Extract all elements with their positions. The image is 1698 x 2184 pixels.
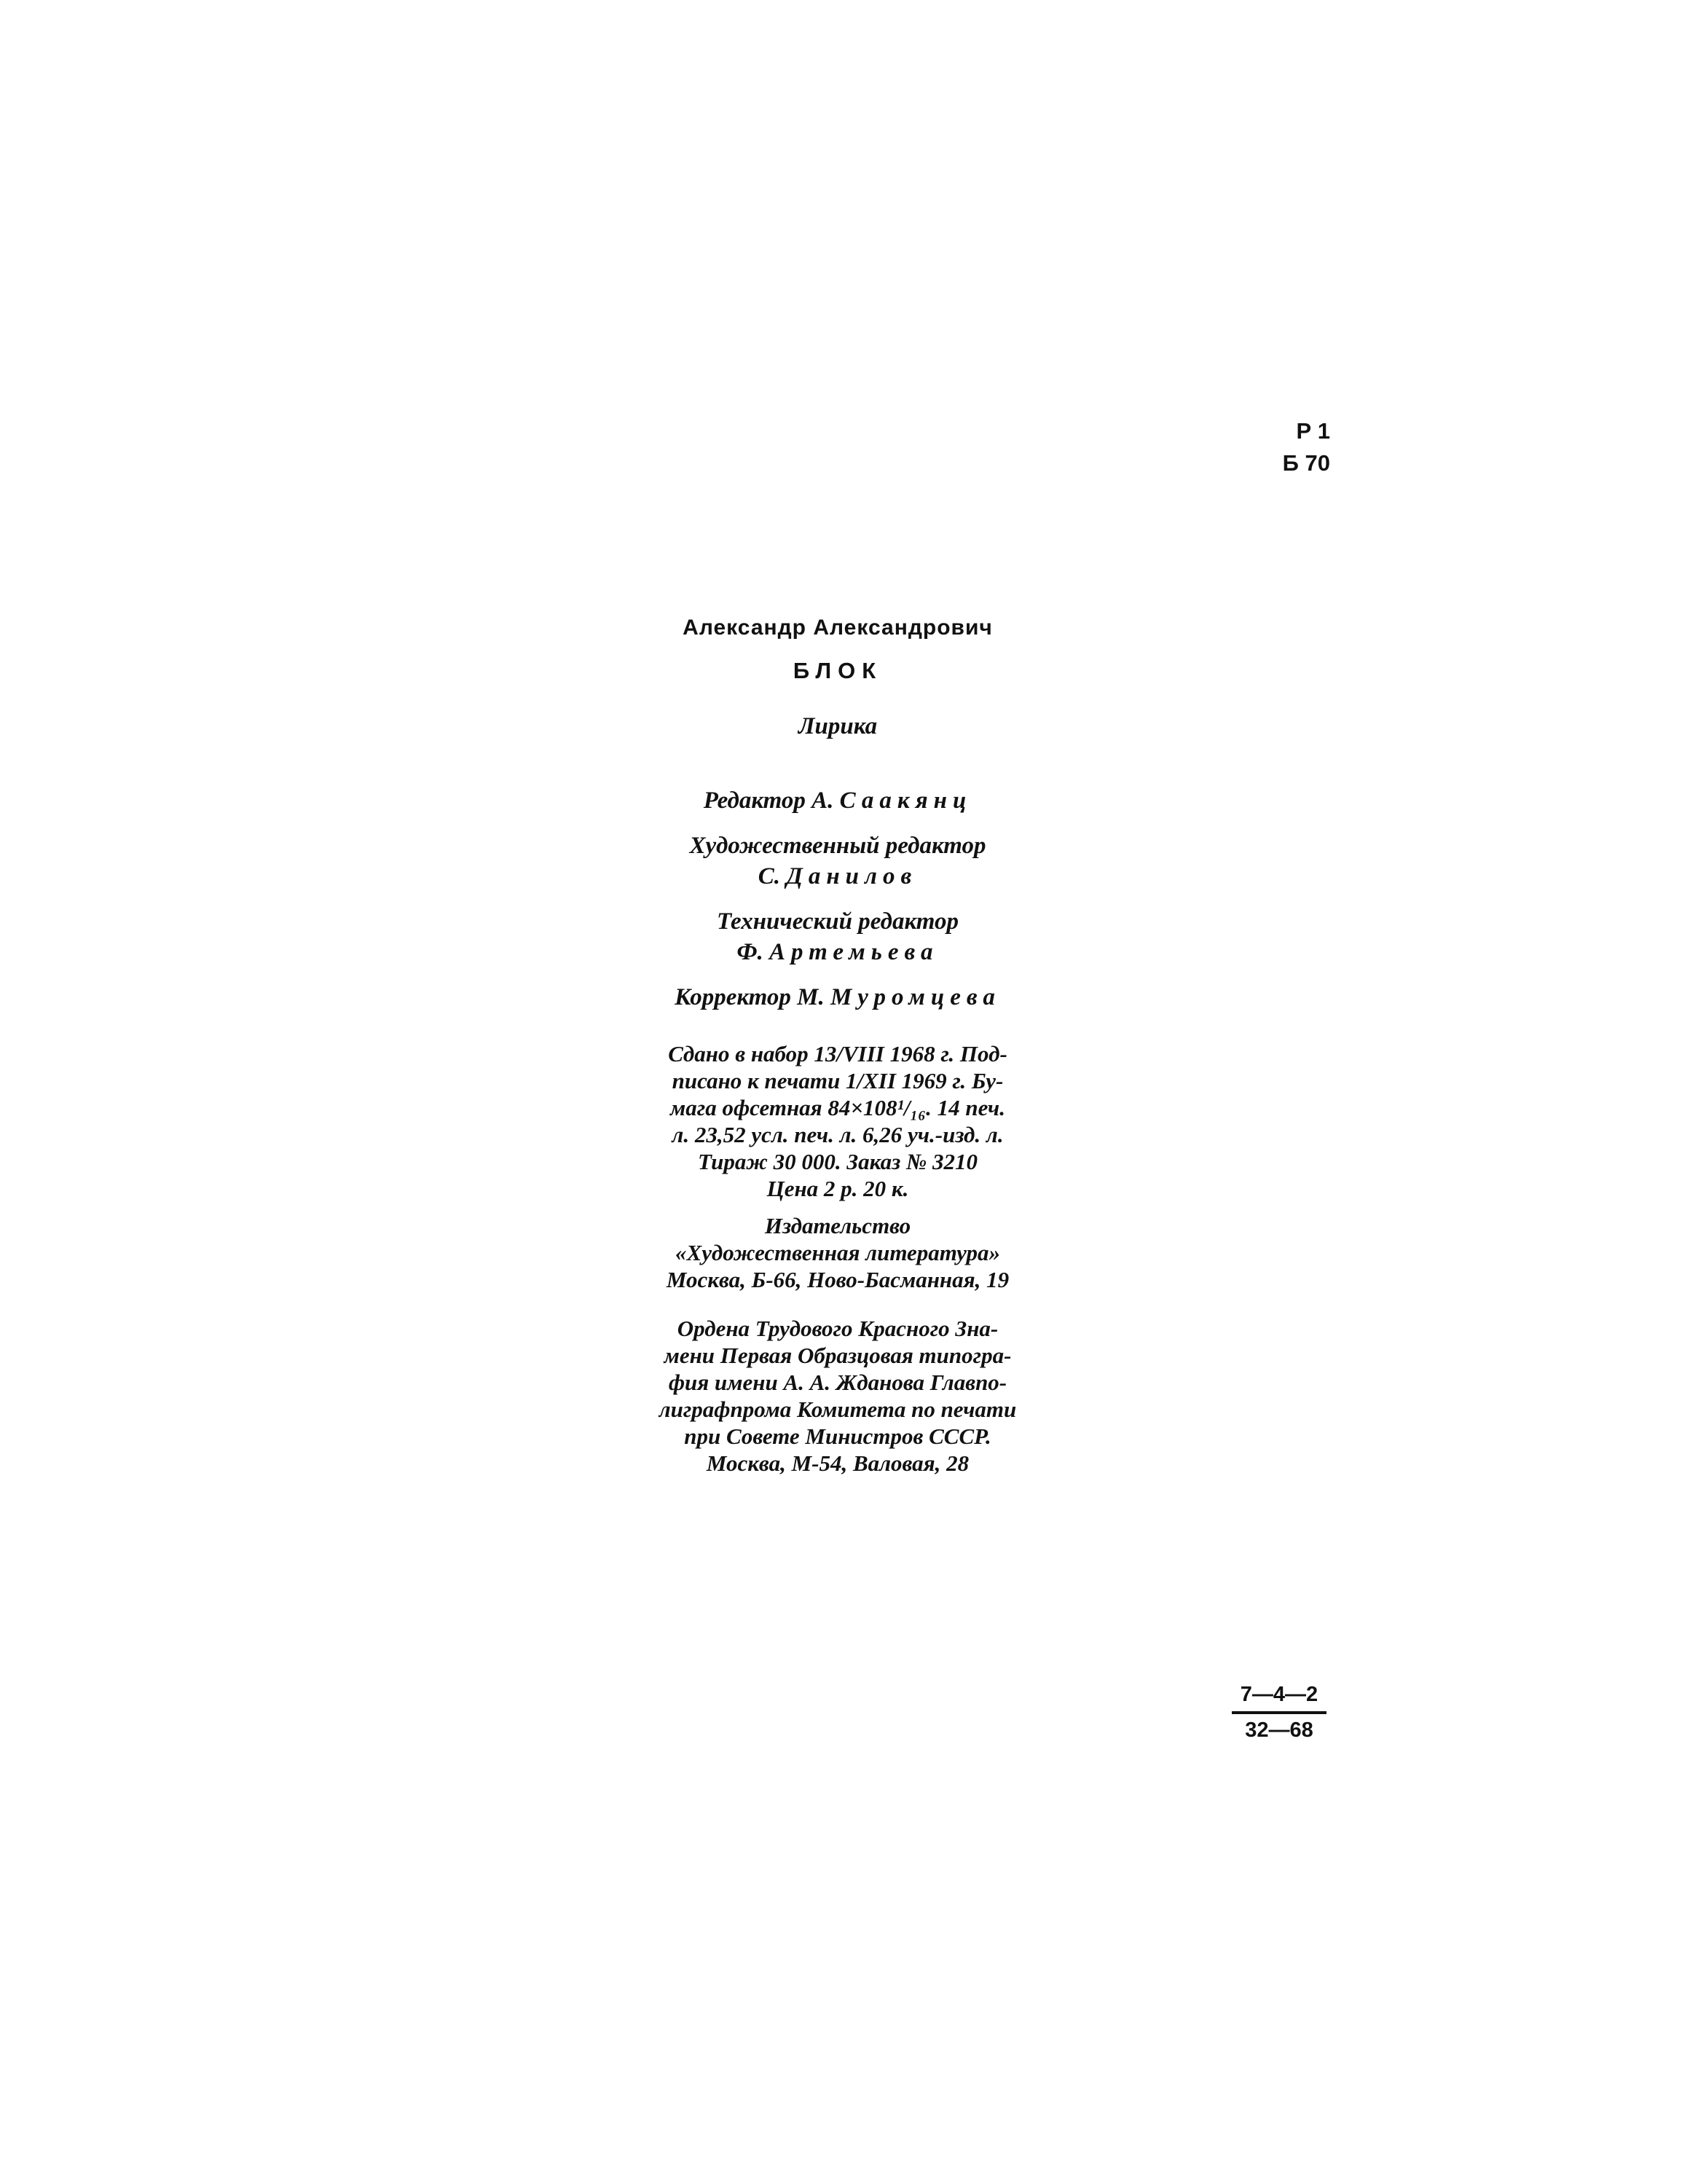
index-numerator: 7—4—2	[1240, 1683, 1318, 1706]
print-details	[612, 1040, 1064, 1202]
editor-name: Саакянц	[839, 787, 972, 814]
printer-line: при Совете Министров СССР.	[684, 1423, 991, 1449]
tech-editor-credit	[612, 906, 1064, 967]
printer-line: Москва, М-54, Валовая, 28	[706, 1450, 970, 1476]
fraction-bar	[1232, 1711, 1326, 1714]
tech-editor-name: Артемьева	[769, 939, 939, 965]
publisher-line: Москва, Б-66, Ново-Басманная, 19	[666, 1267, 1010, 1292]
classification-codes	[1283, 415, 1330, 479]
printer-line: мени Первая Образцовая типогра-	[664, 1343, 1012, 1368]
print-detail-line: л. 23,52 усл. печ. л. 6,26 уч.-изд. л.	[672, 1122, 1004, 1147]
printer-line: Ордена Трудового Красного Зна-	[677, 1316, 999, 1341]
tech-editor-role: Технический редактор	[717, 908, 959, 935]
editor-credit	[612, 785, 1064, 816]
tech-editor-initial: Ф.	[736, 939, 763, 965]
art-editor-role: Художественный редактор	[689, 833, 986, 859]
classification-code-line-2: Б 70	[1282, 450, 1330, 476]
proofreader-initial: М.	[797, 984, 825, 1010]
print-detail-line: Сдано в набор 13/VIII 1968 г. Под-	[668, 1041, 1007, 1067]
art-editor-name: Данилов	[786, 863, 918, 889]
print-detail-line: мага офсетная 84×108¹/₁₆. 14 печ.	[670, 1095, 1005, 1120]
publisher-line: Издательство	[764, 1213, 911, 1238]
proofreader-name: Муромцева	[830, 984, 1001, 1010]
editor-role: Редактор	[703, 787, 806, 814]
classification-code-line-1: Р 1	[1296, 418, 1330, 444]
printer-details	[612, 1315, 1064, 1477]
publisher-details	[612, 1212, 1064, 1293]
art-editor-initial: С.	[758, 863, 781, 889]
index-denominator: 32—68	[1245, 1718, 1313, 1742]
printer-line: лиграфпрома Комитета по печати	[659, 1397, 1017, 1422]
print-detail-line: писано к печати 1/XII 1969 г. Бу-	[672, 1068, 1004, 1093]
print-detail-line: Тираж 30 000. Заказ № 3210	[697, 1149, 978, 1174]
index-fraction	[1232, 1683, 1326, 1743]
author-surname: БЛОК	[793, 658, 883, 683]
print-detail-line: Цена 2 р. 20 к.	[766, 1176, 909, 1201]
author-name: Александр Александрович	[683, 616, 993, 640]
publisher-line: «Художественная литература»	[675, 1240, 1000, 1265]
proofreader-role: Корректор	[675, 984, 791, 1010]
printer-line: фия имени А. А. Жданова Главпо-	[668, 1370, 1007, 1395]
proofreader-credit	[612, 982, 1064, 1013]
book-subtitle: Лирика	[798, 713, 878, 739]
editor-initial: А.	[811, 787, 834, 814]
art-editor-credit	[612, 830, 1064, 892]
colophon-column	[612, 616, 1064, 1477]
